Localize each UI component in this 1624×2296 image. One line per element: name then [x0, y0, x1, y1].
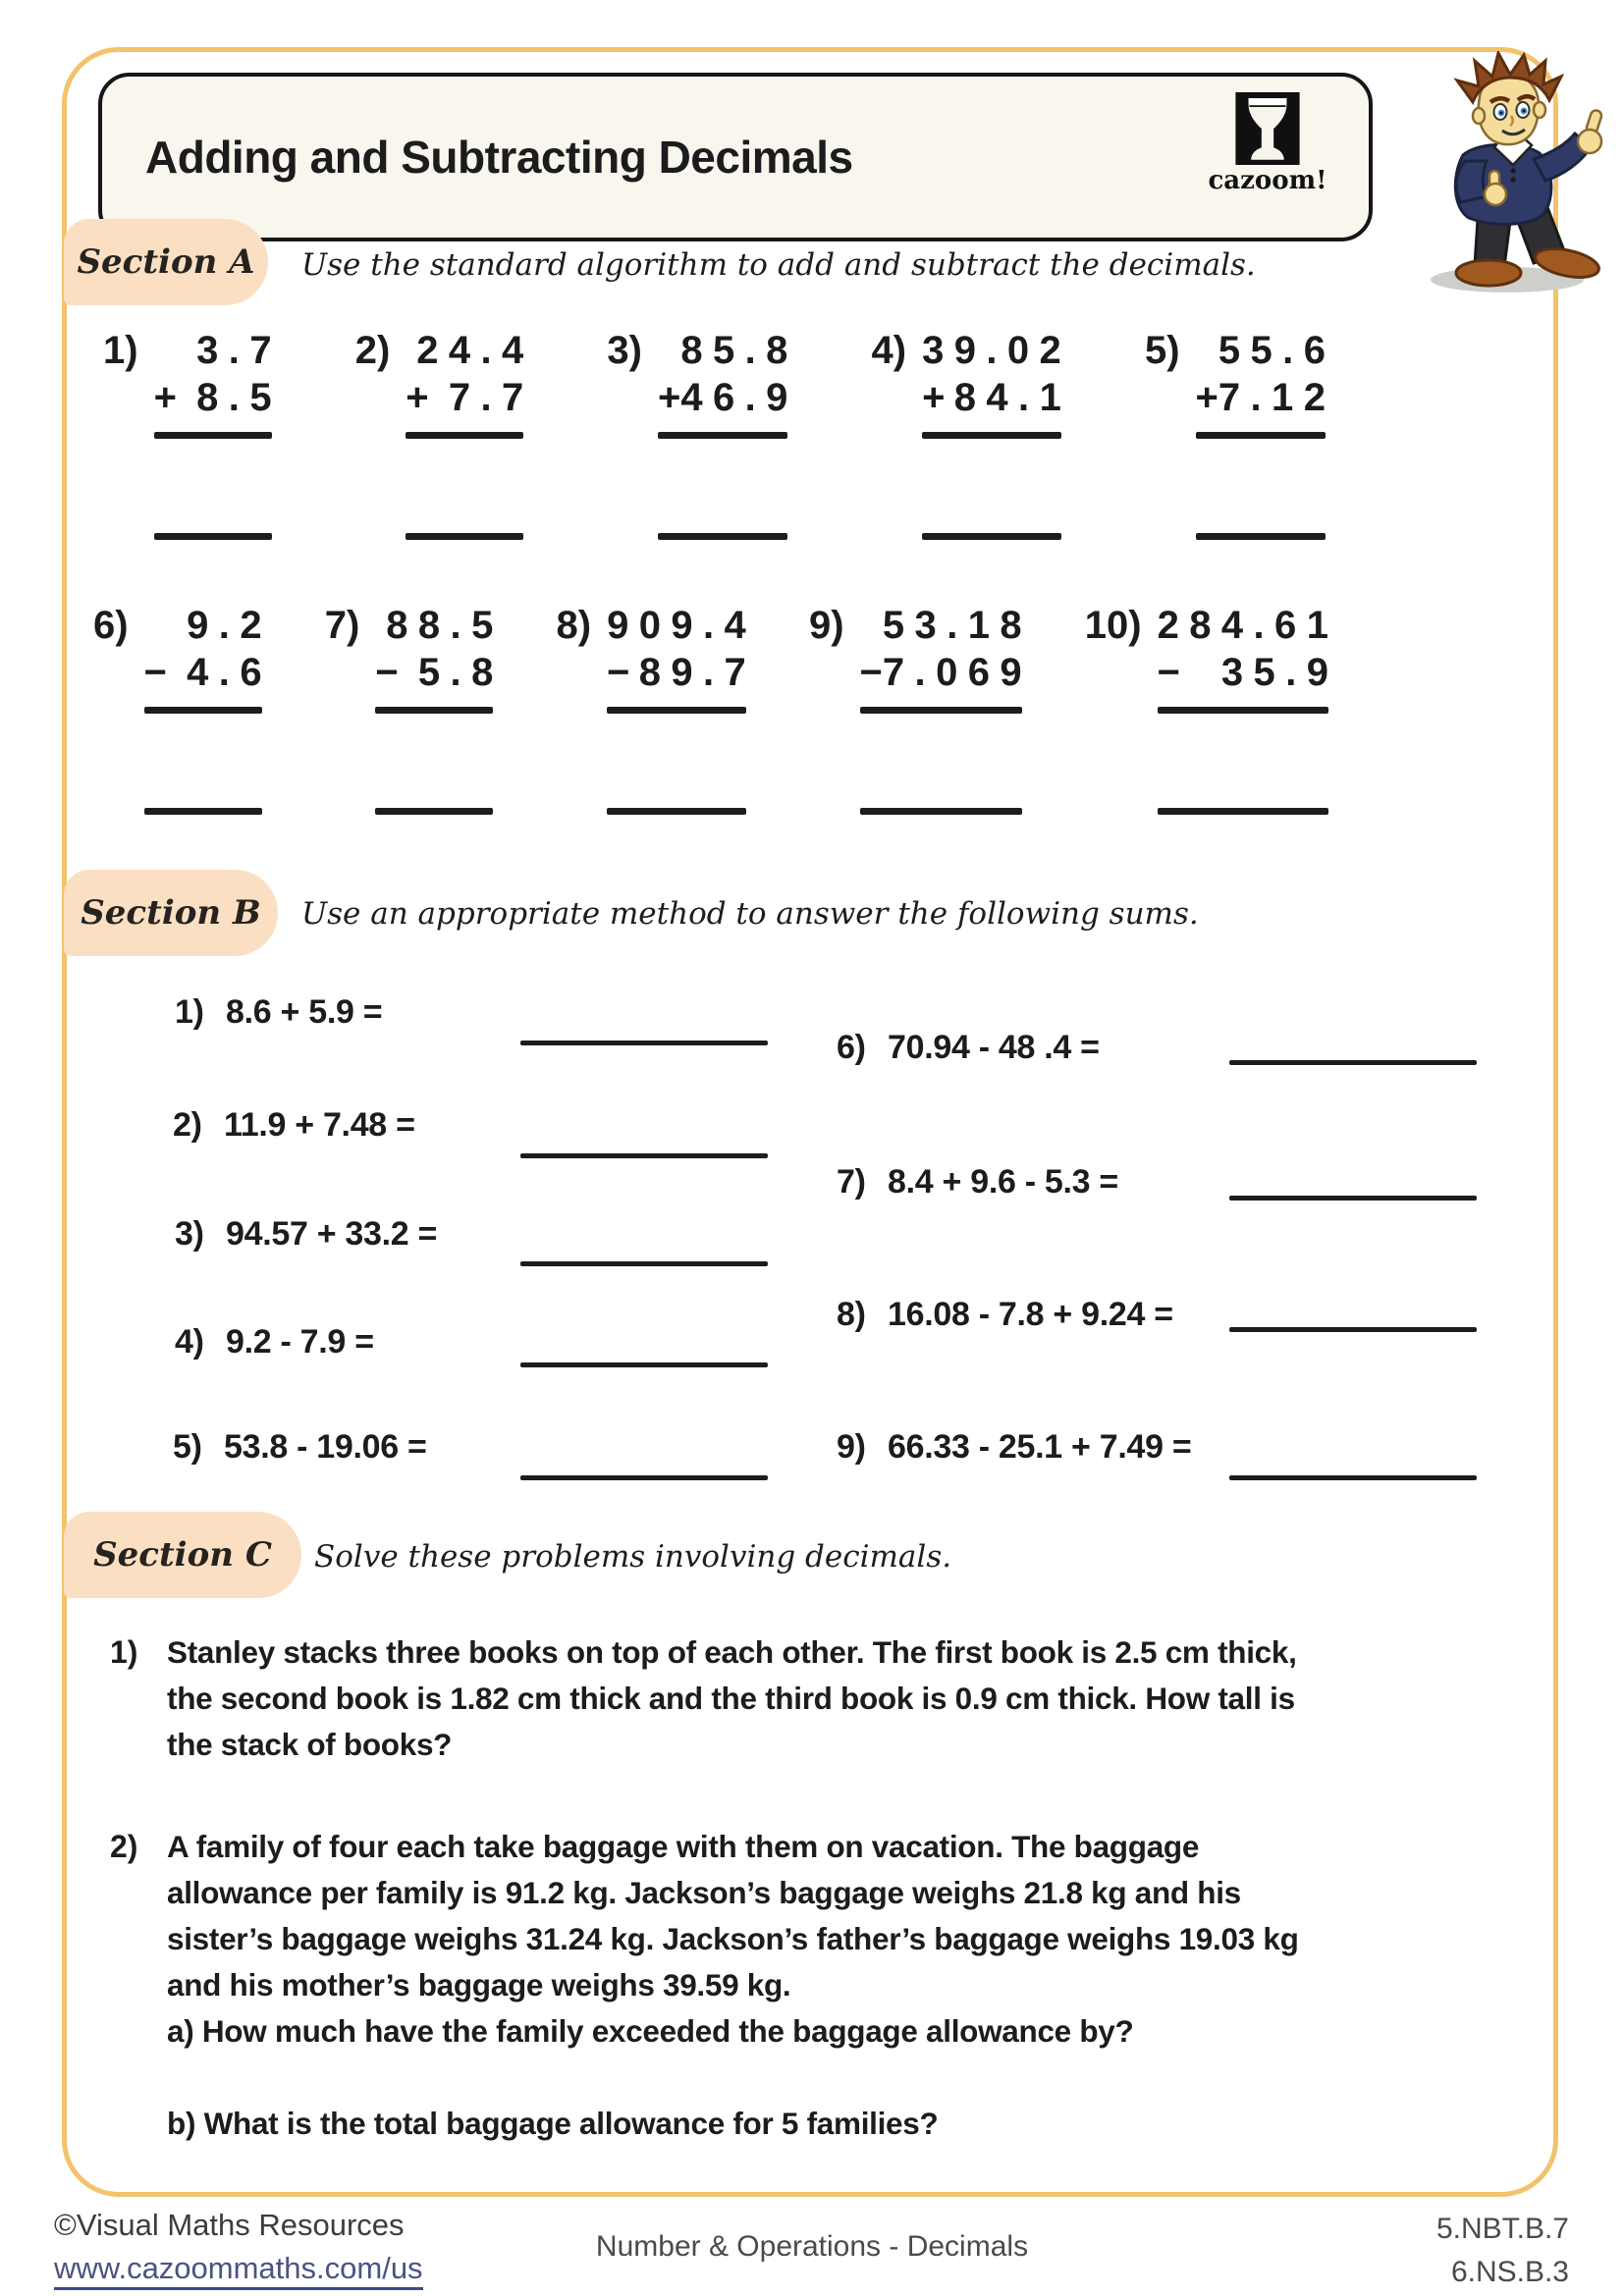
operator: − [607, 651, 630, 694]
bottom-operand: 35.9 [1220, 651, 1339, 694]
problem-number: 1) [175, 993, 204, 1031]
bottom-operand: 7.7 [448, 376, 534, 419]
answer-blank-line [520, 1261, 768, 1266]
answer-blank-line [1158, 808, 1328, 815]
answer-blank-line [1229, 1196, 1477, 1201]
problem-number: 6) [93, 604, 129, 647]
vertical-problem-5 [1144, 327, 1336, 540]
problem-b2 [173, 1106, 415, 1145]
vertical-problem-7 [324, 602, 504, 815]
vertical-problem-9 [808, 602, 1033, 815]
expression: 94.57 + 33.2 = [226, 1215, 438, 1253]
operator: − [143, 651, 167, 694]
bottom-operand: 84.1 [953, 376, 1072, 419]
top-operand: 55.6 [1218, 329, 1336, 372]
copyright-text: ©Visual Maths Resources [54, 2208, 405, 2242]
equals-line [1196, 432, 1326, 439]
word-problem-1 [110, 1629, 1504, 1768]
problem-number: 4) [871, 329, 907, 372]
problem-b8 [837, 1296, 1173, 1334]
problem-number: 8) [837, 1296, 866, 1333]
text-line: Stanley stacks three books on top of each other. The first book is 2.5 cm thick, [167, 1634, 1297, 1670]
bottom-operand: 8.5 [196, 376, 282, 419]
problem-number: 6) [837, 1029, 866, 1066]
bottom-operand: 46.9 [680, 376, 798, 419]
answer-blank-line [375, 808, 493, 815]
problem-text [167, 1629, 1504, 1768]
sub-question-a: a) How much have the family exceeded the baggage allowance by? [167, 2013, 1134, 2049]
problem-b4 [175, 1323, 374, 1362]
text-line: A family of four each take baggage with them on vacation. The baggage [167, 1829, 1200, 1864]
top-operand: 53.18 [882, 604, 1033, 647]
vertical-problem-6 [93, 602, 272, 815]
text-line: sister’s baggage weighs 31.24 kg. Jackson’s father’s baggage weighs 19.03 kg [167, 1921, 1299, 1956]
equals-line [1158, 707, 1328, 714]
problem-number: 2) [110, 1829, 138, 1864]
website-link[interactable]: www.cazoommaths.com/us [54, 2251, 423, 2290]
text-line: and his mother’s baggage weighs 39.59 kg. [167, 1967, 791, 2002]
problem-b7 [837, 1163, 1118, 1201]
problem-number: 1) [103, 329, 138, 372]
section-c-instruction: Solve these problems involving decimals. [314, 1539, 952, 1575]
expression: 66.33 - 25.1 + 7.49 = [888, 1428, 1192, 1466]
bottom-operand: 89.7 [638, 651, 757, 694]
answer-blank-line [922, 533, 1061, 540]
equals-line [658, 432, 787, 439]
standard-code: 5.NBT.B.7 [1435, 2213, 1569, 2245]
answer-blank-line [520, 1475, 768, 1480]
word-problem-2 [110, 1824, 1504, 2147]
djembe-drum-icon [1235, 92, 1300, 165]
equals-line [375, 707, 493, 714]
sub-question-b: b) What is the total baggage allowance for 5 families? [167, 2106, 939, 2141]
bottom-operand: 7.069 [882, 651, 1033, 694]
top-operand: 85.8 [680, 329, 798, 372]
title-box [98, 73, 1373, 241]
equals-line [860, 707, 1022, 714]
top-operand: 39.02 [922, 329, 1072, 372]
operator: + [1195, 376, 1218, 419]
problem-number: 5) [173, 1428, 202, 1466]
text-line: the stack of books? [167, 1727, 453, 1762]
operator: + [406, 376, 429, 419]
problem-number: 9) [808, 604, 844, 647]
operator: + [657, 376, 681, 419]
expression: 8.6 + 5.9 = [226, 993, 383, 1031]
section-a-row-2 [93, 602, 1339, 815]
answer-blank-line [144, 808, 262, 815]
problem-number: 10) [1084, 604, 1142, 647]
top-operand: 24.4 [416, 329, 534, 372]
problem-number: 4) [175, 1323, 204, 1361]
answer-blank-line [1229, 1327, 1477, 1332]
answer-blank-line [658, 533, 787, 540]
mascot-boy-icon [1396, 51, 1624, 296]
section-b-label: Section B [64, 870, 278, 956]
bottom-operand: 4.6 [187, 651, 272, 694]
vertical-problem-10 [1084, 602, 1339, 815]
answer-blank-line [154, 533, 272, 540]
answer-blank-line [520, 1362, 768, 1367]
equals-line [607, 707, 746, 714]
problem-number: 8) [556, 604, 592, 647]
answer-blank-line [1196, 533, 1326, 540]
equals-line [922, 432, 1061, 439]
bottom-operand: 5.8 [417, 651, 504, 694]
text-line: the second book is 1.82 cm thick and the third book is 0.9 cm thick. How tall is [167, 1681, 1295, 1716]
answer-blank-line [520, 1041, 768, 1045]
expression: 9.2 - 7.9 = [226, 1323, 374, 1361]
standards-codes [1436, 2208, 1569, 2294]
standard-code: 6.NS.B.3 [1450, 2256, 1569, 2288]
expression: 16.08 - 7.8 + 9.24 = [888, 1296, 1173, 1333]
vertical-problem-1 [103, 327, 282, 540]
text-line: allowance per family is 91.2 kg. Jackson’s baggage weighs 21.8 kg and his [167, 1875, 1241, 1910]
answer-blank-line [607, 808, 746, 815]
problem-number: 7) [837, 1163, 866, 1201]
problem-b9 [837, 1428, 1191, 1467]
operator: − [1157, 651, 1180, 694]
answer-blank-line [860, 808, 1022, 815]
logo-wordmark: cazoom! [1208, 166, 1327, 195]
vertical-problem-2 [354, 327, 534, 540]
top-operand: 284.61 [1157, 604, 1339, 647]
problem-number: 2) [173, 1106, 202, 1144]
section-a-instruction: Use the standard algorithm to add and subtract the decimals. [301, 247, 1256, 283]
vertical-problem-8 [556, 602, 757, 815]
expression: 11.9 + 7.48 = [224, 1106, 415, 1144]
section-a-label: Section A [64, 219, 268, 305]
operator: − [375, 651, 399, 694]
problem-b6 [837, 1029, 1100, 1067]
problem-b1 [175, 993, 382, 1032]
section-c-label: Section C [64, 1512, 301, 1598]
problem-number: 7) [324, 604, 360, 647]
answer-blank-line [520, 1153, 768, 1158]
answer-blank-line [406, 533, 523, 540]
footer-topic: Number & Operations - Decimals [595, 2230, 1029, 2263]
problem-number: 9) [837, 1428, 866, 1466]
operator: − [859, 651, 883, 694]
problem-number: 3) [607, 329, 642, 372]
problem-b5 [173, 1428, 427, 1467]
vertical-problem-3 [607, 327, 798, 540]
vertical-problem-4 [871, 327, 1072, 540]
page-title: Adding and Subtracting Decimals [145, 132, 853, 183]
answer-blank-line [1229, 1475, 1477, 1480]
equals-line [154, 432, 272, 439]
top-operand: 88.5 [386, 604, 504, 647]
expression: 53.8 - 19.06 = [224, 1428, 427, 1466]
problem-number: 3) [175, 1215, 204, 1253]
answer-blank-line [1229, 1060, 1477, 1065]
top-operand: 3.7 [196, 329, 282, 372]
operator: + [922, 376, 946, 419]
equals-line [144, 707, 262, 714]
expression: 8.4 + 9.6 - 5.3 = [888, 1163, 1118, 1201]
section-a-row-1 [103, 327, 1336, 540]
problem-number: 2) [354, 329, 391, 372]
expression: 70.94 - 48 .4 = [888, 1029, 1100, 1066]
equals-line [406, 432, 523, 439]
problem-text [167, 1824, 1504, 2147]
cazoom-logo [1204, 92, 1331, 195]
section-b-instruction: Use an appropriate method to answer the following sums. [301, 896, 1199, 932]
top-operand: 9.2 [187, 604, 272, 647]
top-operand: 909.4 [607, 604, 757, 647]
operator: + [153, 376, 177, 419]
problem-number: 5) [1144, 329, 1180, 372]
bottom-operand: 7.12 [1218, 376, 1336, 419]
problem-b3 [175, 1215, 437, 1254]
problem-number: 1) [110, 1634, 138, 1670]
